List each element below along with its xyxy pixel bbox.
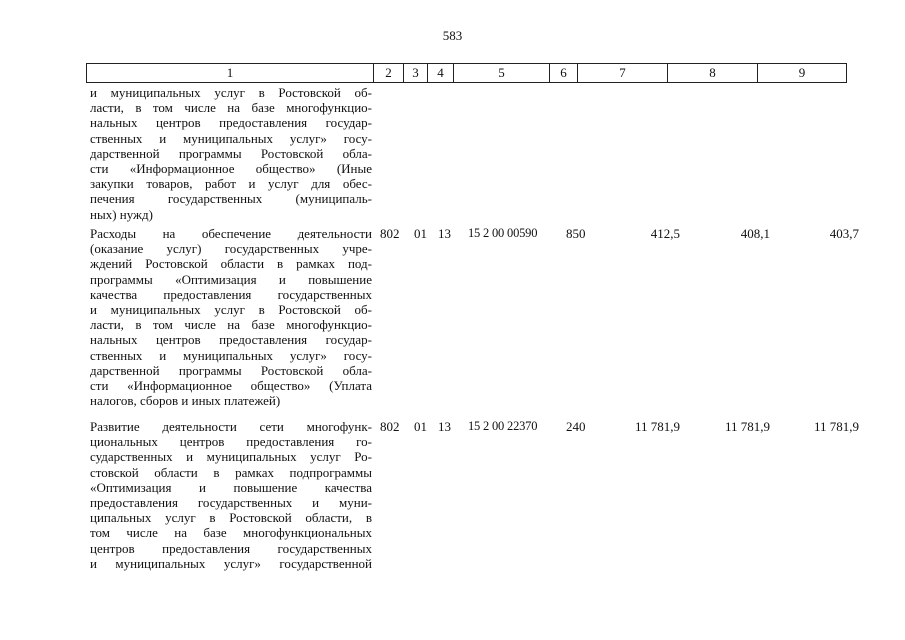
cell-col-3: 01	[414, 419, 427, 434]
header-col-9: 9	[798, 65, 806, 80]
cell-col-9: 11 781,9	[813, 419, 859, 434]
table-header-row	[86, 63, 847, 83]
description-line: сударственных и муниципальных услуг Ро-	[90, 449, 372, 465]
cell-col-6: 240	[566, 419, 586, 434]
description-line: ственных и муниципальных услуг» госу-	[90, 347, 372, 363]
description-line: том числе на базе многофункциональных	[90, 525, 372, 541]
cell-col-8: 408,1	[740, 226, 770, 241]
description-line: предоставления государственных и муни-	[90, 494, 372, 510]
description-line: ждений Ростовской области в рамках под-	[90, 256, 372, 272]
description-line: нальных центров предоставления государ-	[90, 115, 372, 131]
cell-col-5: 15 2 00 00590	[468, 226, 538, 240]
description-line: центров предоставления государственных	[90, 540, 372, 556]
table-row-description	[90, 419, 372, 571]
cell-col-2: 802	[380, 226, 400, 241]
description-line: и муниципальных услуг в Ростовской об-	[90, 301, 372, 317]
description-line: сти «Информационное общество» (Иные	[90, 160, 372, 176]
header-col-1: 1	[87, 64, 374, 82]
table-row-description	[90, 226, 372, 408]
cell-col-4: 13	[438, 419, 451, 434]
description-line: циональных центров предоставления го-	[90, 434, 372, 450]
cell-col-5: 15 2 00 22370	[468, 419, 538, 433]
header-col-6: 6	[550, 64, 578, 82]
page-number: 583	[442, 28, 463, 43]
table-row-description	[90, 85, 372, 222]
description-line: ных) нужд)	[90, 206, 153, 222]
description-line: ласти, в том числе на базе многофункцио-	[90, 100, 372, 116]
description-line: ласти, в том числе на базе многофункцио-	[90, 317, 372, 333]
description-line: ственных и муниципальных услуг» госу-	[90, 130, 372, 146]
description-line: печения государственных (муниципаль-	[90, 191, 372, 207]
description-line: и муниципальных услуг в Ростовской об-	[90, 85, 372, 100]
header-col-4: 4	[428, 64, 454, 82]
cell-col-7: 11 781,9	[634, 419, 680, 434]
description-line: «Оптимизация и повышение качества	[90, 479, 372, 495]
cell-col-9: 403,7	[829, 226, 859, 241]
header-col-7: 7	[578, 64, 668, 82]
cell-col-6: 850	[566, 226, 586, 241]
description-line: Развитие деятельности сети многофунк-	[90, 419, 372, 434]
description-line: (оказание услуг) государственных учре-	[90, 241, 372, 257]
header-col-8: 8	[668, 64, 758, 82]
description-line: налогов, сборов и иных платежей)	[90, 393, 281, 409]
cell-col-2: 802	[380, 419, 400, 434]
description-line: стовской области в рамках подпрограммы	[90, 464, 372, 480]
cell-col-3: 01	[414, 226, 427, 241]
header-col-3: 3	[404, 64, 428, 82]
header-col-2: 2	[374, 64, 404, 82]
description-line: закупки товаров, работ и услуг для обес-	[90, 176, 372, 192]
description-line: и муниципальных услуг» государственной	[90, 555, 372, 571]
cell-col-8: 11 781,9	[724, 419, 770, 434]
description-line: нальных центров предоставления государ-	[90, 332, 372, 348]
description-line: ципальных услуг в Ростовской области, в	[90, 510, 372, 526]
description-line: программы «Оптимизация и повышение	[90, 271, 372, 287]
cell-col-7: 412,5	[650, 226, 680, 241]
description-line: сти «Информационное общество» (Уплата	[90, 377, 372, 393]
cell-col-4: 13	[438, 226, 451, 241]
description-line: Расходы на обеспечение деятельности	[90, 226, 372, 241]
description-line: дарственной программы Ростовской обла-	[90, 145, 372, 161]
header-col-5: 5	[454, 64, 550, 82]
description-line: дарственной программы Ростовской обла-	[90, 362, 372, 378]
description-line: качества предоставления государственных	[90, 286, 372, 302]
